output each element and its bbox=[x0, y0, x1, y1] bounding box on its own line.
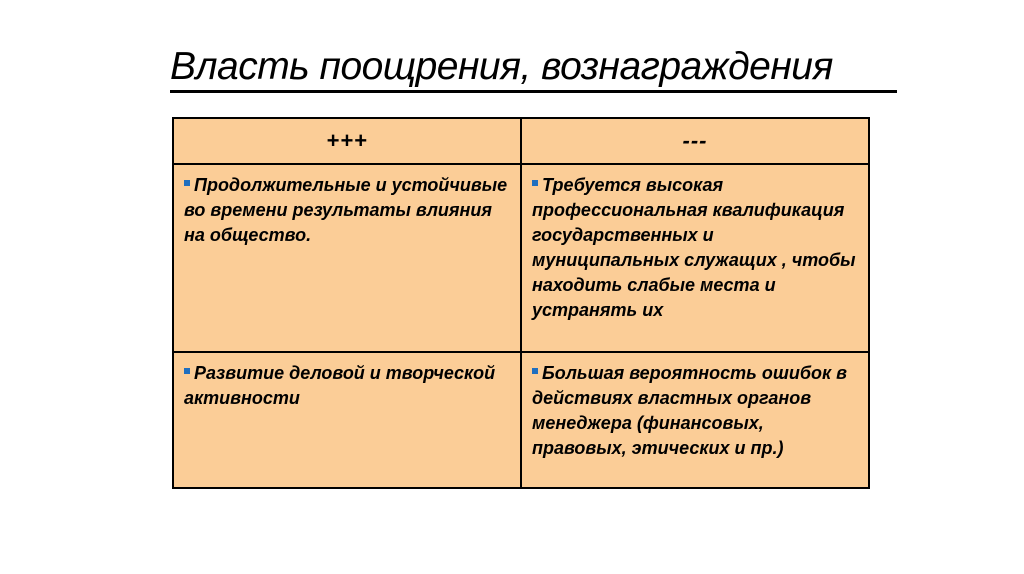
pro-cell bbox=[173, 164, 521, 352]
square-bullet-icon bbox=[184, 368, 190, 374]
square-bullet-icon bbox=[532, 368, 538, 374]
header-cons: --- bbox=[521, 118, 869, 164]
con-text: Большая вероятность ошибок в действиях властных органов менеджера (финансовых, правовых, этических и пр.) bbox=[532, 363, 847, 458]
slide-title: Власть поощрения, вознаграждения bbox=[170, 45, 833, 88]
table-row bbox=[173, 352, 869, 488]
pro-text: Продолжительные и устойчивые во времени результаты влияния на общество. bbox=[184, 175, 508, 245]
con-cell bbox=[521, 164, 869, 352]
pro-text: Развитие деловой и творческой активности bbox=[184, 363, 496, 408]
con-cell bbox=[521, 352, 869, 488]
square-bullet-icon bbox=[184, 180, 190, 186]
header-pros: +++ bbox=[173, 118, 521, 164]
comparison-table bbox=[172, 117, 870, 489]
con-text: Требуется высокая профессиональная квалификация государственных и муниципальных служащих , чтобы находить слабые места и устранять их bbox=[532, 175, 856, 320]
table-row bbox=[173, 164, 869, 352]
square-bullet-icon bbox=[532, 180, 538, 186]
title-underline bbox=[170, 90, 897, 93]
table-header-row bbox=[173, 118, 869, 164]
pro-cell bbox=[173, 352, 521, 488]
